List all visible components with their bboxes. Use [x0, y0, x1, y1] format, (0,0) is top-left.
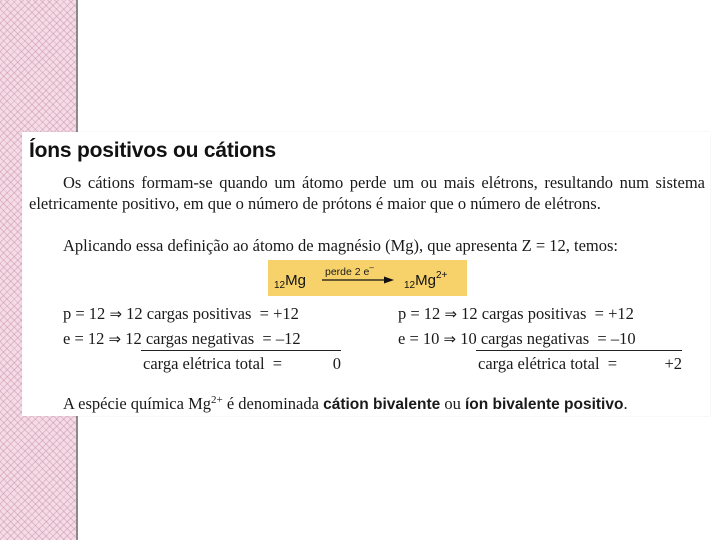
right-total-row: carga elétrica total = +2 — [478, 354, 682, 373]
left-sum-rule — [141, 350, 341, 351]
reaction-arrow-icon — [322, 276, 394, 284]
right-sum-rule — [476, 350, 682, 351]
product-magnesium-ion: $_{12}Mg^{2+}$ — [404, 270, 448, 291]
section-title: Íons positivos ou cátions — [29, 139, 277, 162]
application-paragraph: Aplicando essa definição ao átomo de magnésio (Mg), que apresenta Z = 12, temos: — [63, 236, 619, 255]
right-electrons-row: e = 10 ⇒ 10 cargas negativas = –10 — [398, 329, 636, 348]
term-ion-bivalente-positivo: íon bivalente positivo — [464, 396, 624, 413]
term-cation-bivalente: cátion bivalente — [323, 396, 441, 413]
reactant-magnesium: $_{12}$Mg — [274, 272, 306, 291]
implies-icon: ⇒ — [444, 305, 458, 323]
reaction-box — [268, 260, 467, 296]
textbook-page — [22, 132, 710, 416]
definition-paragraph: Os cátions formam-se quando um átomo perde um ou mais elétrons, resultando num sistema eletricamente positivo, em que o número de prótons é maior que o número de elétrons. — [29, 173, 705, 213]
left-electrons-row: e = 12 ⇒ 12 cargas negativas = –12 — [63, 329, 301, 348]
left-total-row: carga elétrica total = 0 — [143, 354, 341, 373]
implies-icon: ⇒ — [108, 330, 122, 348]
implies-icon: ⇒ — [109, 305, 123, 323]
right-protons-row: p = 12 ⇒ 12 cargas positivas = +12 — [398, 304, 634, 323]
conclusion-sentence: A espécie química $Mg^{2+}$ é denominada cátion bivalente ou íon bivalente positivo. — [63, 394, 628, 413]
left-protons-row: p = 12 ⇒ 12 cargas positivas = +12 — [63, 304, 299, 323]
arrow-label: perde 2 e– — [325, 263, 374, 278]
implies-icon: ⇒ — [443, 330, 457, 348]
